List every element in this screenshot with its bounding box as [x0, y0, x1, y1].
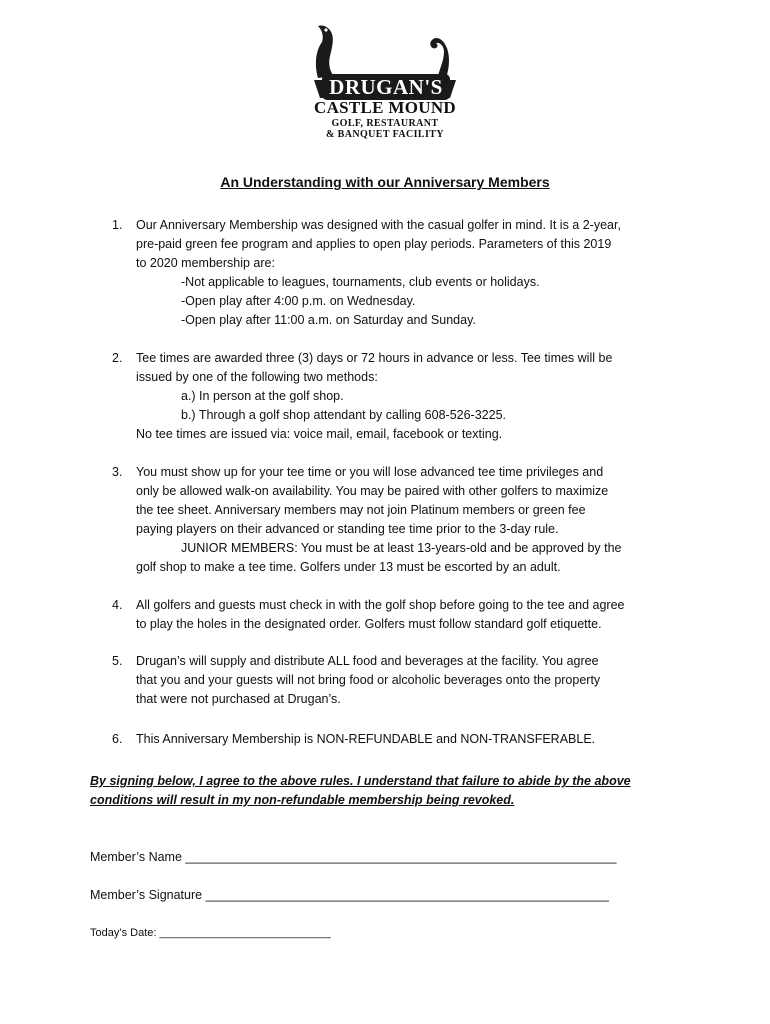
item-number: 4.: [112, 598, 123, 612]
item-line: -Not applicable to leagues, tournaments, club events or holidays.: [181, 275, 540, 289]
logo-subtitle-2: & BANQUET FACILITY: [326, 129, 444, 140]
logo-subtitle-1: GOLF, RESTAURANT: [331, 118, 439, 129]
item-line: only be allowed walk-on availability. You may be paired with other golfers to maximize: [136, 484, 609, 498]
todays-date-field[interactable]: Today’s Date: ____________________________: [90, 927, 331, 939]
item-line: You must show up for your tee time or you will lose advanced tee time privileges and: [136, 465, 604, 479]
member-signature-field[interactable]: Member’s Signature __________________________________________________________: [90, 888, 609, 902]
logo-name-banner: DRUGAN'S: [322, 74, 450, 100]
item-number: 3.: [112, 465, 123, 479]
logo-castle-mound: CASTLE MOUND: [314, 98, 456, 117]
item-number: 5.: [112, 654, 123, 668]
item-line: a.) In person at the golf shop.: [181, 389, 344, 403]
item-line: Drugan’s will supply and distribute ALL food and beverages at the facility. You agree: [136, 654, 599, 668]
item-line: -Open play after 11:00 a.m. on Saturday and Sunday.: [181, 313, 476, 327]
item-line: to 2020 membership are:: [136, 256, 275, 270]
item-line: that you and your guests will not bring food or alcoholic beverages onto the property: [136, 673, 601, 687]
item-line: golf shop to make a tee time. Golfers under 13 must be escorted by an adult.: [136, 560, 561, 574]
member-name-field[interactable]: Member’s Name ______________________________________________________________: [90, 850, 617, 864]
item-line: issued by one of the following two methods:: [136, 370, 378, 384]
item-line: to play the holes in the designated order. Golfers must follow standard golf etiquette.: [136, 617, 602, 631]
item-line: the tee sheet. Anniversary members may not join Platinum members or green fee: [136, 503, 586, 517]
item-line: that were not purchased at Drugan’s.: [136, 692, 341, 706]
document-title: An Understanding with our Anniversary Members: [220, 174, 550, 190]
agreement-notice: [90, 772, 690, 810]
item-line: Tee times are awarded three (3) days or 72 hours in advance or less. Tee times will be: [136, 351, 613, 365]
item-number: 6.: [112, 732, 123, 746]
castle-mound-logo: [300, 20, 470, 144]
item-line: -Open play after 4:00 p.m. on Wednesday.: [181, 294, 416, 308]
item-line: No tee times are issued via: voice mail, email, facebook or texting.: [136, 427, 503, 441]
item-line: JUNIOR MEMBERS: You must be at least 13-years-old and be approved by the: [181, 541, 622, 555]
item-number: 2.: [112, 351, 123, 365]
item-line: paying players on their advanced or standing tee time prior to the 3-day rule.: [136, 522, 559, 536]
item-line: Our Anniversary Membership was designed with the casual golfer in mind. It is a 2-year,: [136, 218, 621, 232]
item-number: 1.: [112, 218, 123, 232]
item-line: pre-paid green fee program and applies to open play periods. Parameters of this 2019: [136, 237, 612, 251]
item-line: b.) Through a golf shop attendant by calling 608-526-3225.: [181, 408, 506, 422]
notice-line: conditions will result in my non-refundable membership being revoked.: [90, 793, 515, 807]
item-line: All golfers and guests must check in with the golf shop before going to the tee and agree: [136, 598, 625, 612]
notice-line: By signing below, I agree to the above rules. I understand that failure to abide by the above: [90, 774, 631, 788]
item-line: This Anniversary Membership is NON-REFUNDABLE and NON-TRANSFERABLE.: [136, 732, 596, 746]
